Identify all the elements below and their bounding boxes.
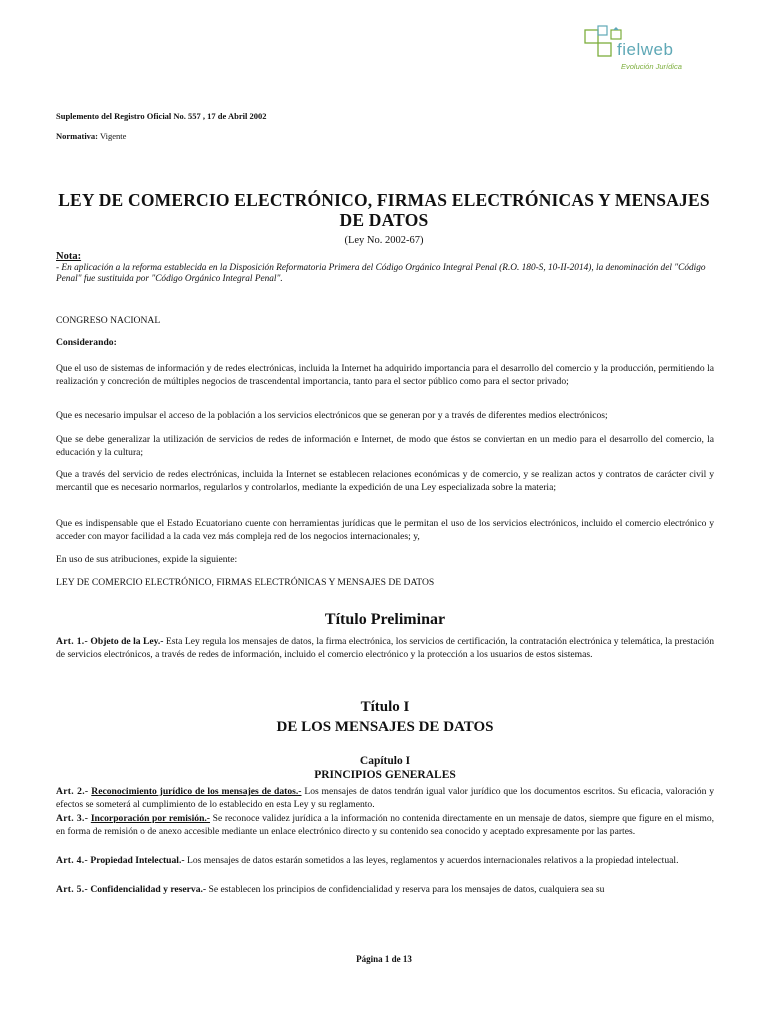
article-5-text: Se establecen los principios de confidencialidad y reserva para los mensajes de datos, cualquiera sea su bbox=[208, 884, 605, 895]
article-3-number: Art. 3.- bbox=[56, 813, 89, 824]
article-3 bbox=[56, 813, 714, 839]
title-line-1: LEY DE COMERCIO ELECTRÓNICO, FIRMAS ELECTRÓNICAS Y MENSAJES bbox=[58, 190, 710, 210]
article-3-title: Incorporación por remisión.- bbox=[90, 813, 211, 824]
article-5-number: Art. 5.- bbox=[56, 884, 88, 895]
law-name-line: LEY DE COMERCIO ELECTRÓNICO, FIRMAS ELECTRÓNICAS Y MENSAJES DE DATOS bbox=[56, 577, 435, 588]
article-4 bbox=[56, 855, 714, 868]
considerando-label: Considerando: bbox=[56, 337, 117, 348]
titulo-1-label: Título I bbox=[360, 699, 410, 715]
article-2-title: Reconocimiento jurídico de los mensajes de datos.- bbox=[91, 786, 302, 797]
titulo-1-heading bbox=[56, 697, 714, 737]
article-2-number: Art. 2.- bbox=[56, 786, 89, 797]
article-2 bbox=[56, 786, 714, 812]
titulo-preliminar-heading: Título Preliminar bbox=[324, 611, 446, 628]
article-2-text: Los mensajes de datos tendrán igual valor jurídico que los documentos escritos. Su eficacia, valoración y efectos se someterá al cumplimiento de lo establecido en esta Ley y su reglamento. bbox=[56, 786, 715, 810]
normativa-value: Vigente bbox=[100, 131, 127, 141]
supplement-text: Suplemento del Registro Oficial No. 557 , 17 de Abril 2002 bbox=[56, 111, 267, 121]
article-1 bbox=[56, 636, 714, 662]
supplement-line bbox=[56, 111, 266, 121]
normativa-label: Normativa: bbox=[56, 131, 99, 141]
law-number: (Ley No. 2002-67) bbox=[344, 235, 424, 246]
article-4-title: Propiedad Intelectual.- bbox=[90, 855, 185, 866]
page-number: Página 1 de 13 bbox=[356, 954, 412, 964]
article-4-number: Art. 4.- bbox=[56, 855, 88, 866]
nota-text: - En aplicación a la reforma establecida en la Disposición Reformatoria Primera del Código Orgánico Integral Penal (R.O. 180-S, 10-II-2014), la denominación del "Código Penal" fue sustituida por "Código Orgánico Integral Penal". bbox=[56, 262, 706, 284]
capitulo-1-label: Capítulo I bbox=[359, 755, 411, 767]
article-5 bbox=[56, 884, 714, 897]
normativa-line bbox=[56, 131, 126, 141]
article-5-title: Confidencialidad y reserva.- bbox=[90, 884, 207, 895]
title-line-2: DE DATOS bbox=[339, 210, 429, 230]
congress-name: CONGRESO NACIONAL bbox=[56, 315, 161, 326]
article-3-text: Se reconoce validez jurídica a la información no contenida directamente en un mensaje de datos, siempre que figure en el mismo, en forma de remisión o de anexo accesible mediante un enlace electrónico directo y su contenido sea conocido y aceptado expresamente por las partes. bbox=[56, 813, 715, 837]
capitulo-1-name: PRINCIPIOS GENERALES bbox=[314, 769, 456, 781]
nota-label: Nota: bbox=[56, 251, 82, 262]
nota-block bbox=[56, 251, 716, 286]
document-title bbox=[56, 190, 712, 230]
logo-wordmark: fielweb bbox=[617, 40, 674, 59]
consideration-3: Que se debe generalizar la utilización de servicios de redes de información e Internet, de modo que éstos se conviertan en un medio para el desarrollo del comercio, la educación y la cultura; bbox=[56, 434, 714, 458]
article-1-number: Art. 1.- bbox=[56, 636, 88, 647]
consideration-1: Que el uso de sistemas de información y de redes electrónicas, incluida la Internet ha adquirido importancia para el desarrollo del comercio y la producción, permitiendo la realización y concreción de múltiples negocios de trascendental importancia, tanto para el sector público como para el sector privado; bbox=[56, 363, 714, 387]
consideration-5: Que es indispensable que el Estado Ecuatoriano cuente con herramientas jurídicas que le permitan el uso de los servicios electrónicos, incluido el comercio electrónico y acceder con mayor facilidad a la cada vez más compleja red de los negocios internacionales; y, bbox=[56, 518, 714, 542]
article-1-title: Objeto de la Ley.- bbox=[90, 636, 164, 647]
attributions-line: En uso de sus atribuciones, expide la siguiente: bbox=[56, 554, 238, 565]
consideration-4: Que a través del servicio de redes electrónicas, incluida la Internet se establecen relaciones económicas y de comercio, y se realizan actos y contratos de carácter civil y mercantil que es necesario normarlos, regularlos y controlarlos, mediante la expedición de una Ley especializada sobre la materia; bbox=[56, 469, 714, 493]
capitulo-1-heading bbox=[56, 754, 714, 782]
fielweb-logo bbox=[583, 22, 703, 78]
article-4-text: Los mensajes de datos estarán sometidos a las leyes, reglamentos y acuerdos internacionales relativos a la propiedad intelectual. bbox=[186, 855, 679, 866]
consideration-2: Que es necesario impulsar el acceso de la población a los servicios electrónicos que se generan por y a través de diferentes medios electrónicos; bbox=[56, 410, 608, 421]
article-1-text: Esta Ley regula los mensajes de datos, la firma electrónica, los servicios de certificación, la contratación electrónica y telemática, la prestación de servicios electrónicos, a través de redes de información, incluido el comercio electrónico y la protección a los usuarios de estos sistemas. bbox=[56, 636, 714, 660]
titulo-1-name: DE LOS MENSAJES DE DATOS bbox=[276, 719, 494, 735]
logo-tagline: Evolución Jurídica bbox=[621, 62, 682, 71]
